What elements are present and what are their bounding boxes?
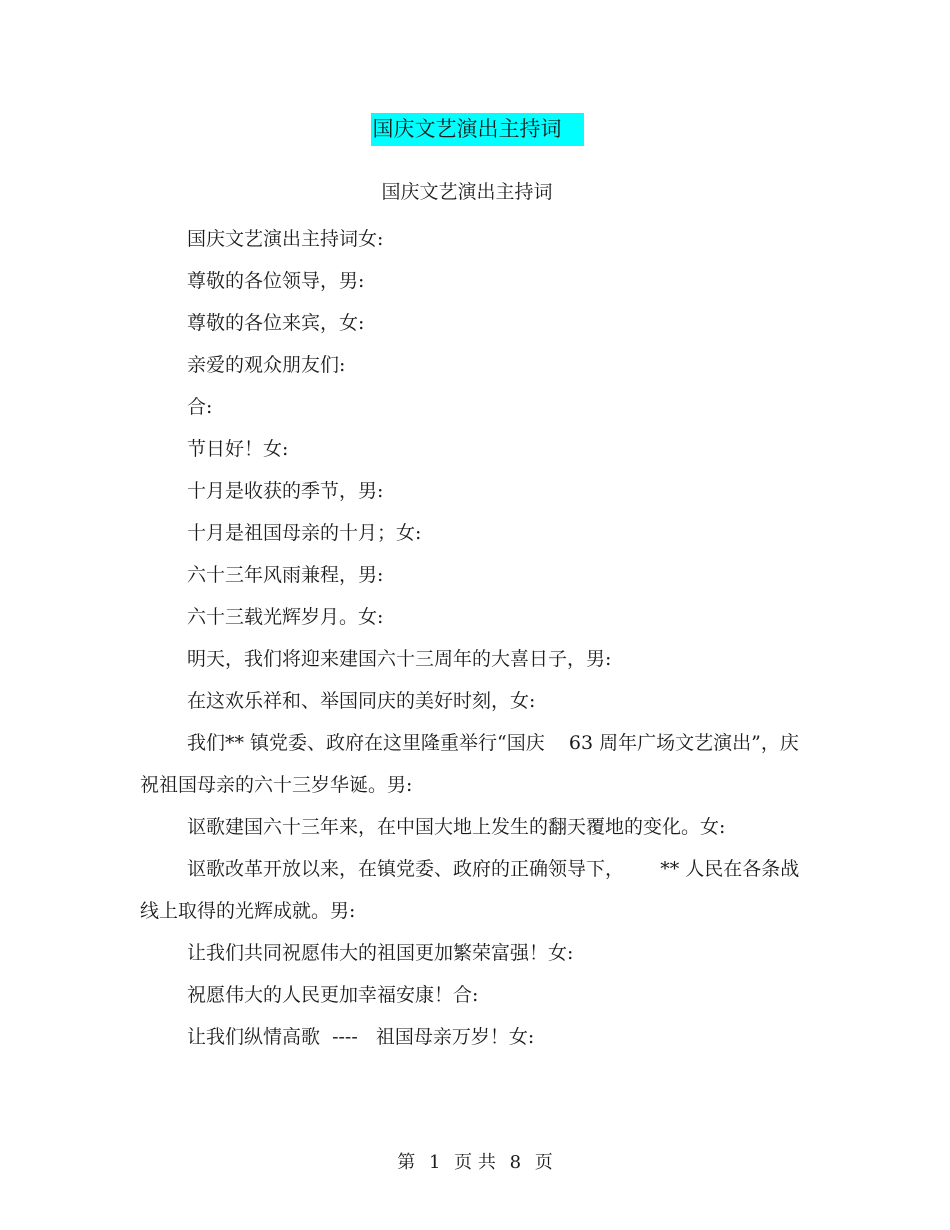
document-body [140,218,800,1058]
paragraph: 国庆文艺演出主持词女: [187,228,384,250]
paragraph: 六十三年风雨兼程，男: [187,564,384,586]
paragraph: 让我们纵情高歌 ---- 祖国母亲万岁！女: [187,1026,535,1048]
paragraph: 十月是收获的季节，男: [187,480,384,502]
current-page-number: 1 [428,1152,441,1173]
paragraph: 六十三载光辉岁月。女: [187,606,384,628]
footer-prefix: 第 [397,1152,416,1173]
document-subtitle: 国庆文艺演出主持词 [381,181,553,203]
paragraph: 在这欢乐祥和、举国同庆的美好时刻，女: [187,690,536,712]
paragraph: 讴歌建国六十三年来，在中国大地上发生的翻天覆地的变化。女: [187,816,726,838]
paragraph: 尊敬的各位来宾，女: [187,312,365,334]
footer-middle: 页 共 [454,1152,496,1173]
paragraph: 节日好！女: [187,438,289,460]
document-title: 国庆文艺演出主持词 [371,113,584,146]
paragraph: 十月是祖国母亲的十月；女: [187,522,422,544]
paragraph: 明天，我们将迎来建国六十三周年的大喜日子，男: [187,648,612,670]
title-row [0,113,950,146]
paragraph: 亲爱的观众朋友们: [187,354,346,376]
total-pages-number: 8 [509,1152,522,1173]
paragraph: 合: [187,396,213,418]
paragraph: 尊敬的各位领导，男: [187,270,365,292]
page-footer [0,1150,950,1176]
paragraph: 祝愿伟大的人民更加幸福安康！合: [187,984,479,1006]
paragraph: 我们** 镇党委、政府在这里隆重举行“国庆 63 周年广场文艺演出”，庆祝祖国母亲的六十三岁华诞。男: [140,732,799,796]
paragraph: 让我们共同祝愿伟大的祖国更加繁荣富强！女: [187,942,574,964]
footer-suffix: 页 [534,1152,553,1173]
paragraph: 讴歌改革开放以来，在镇党委、政府的正确领导下， ** 人民在各条战线上取得的光辉成就。男: [140,858,800,922]
